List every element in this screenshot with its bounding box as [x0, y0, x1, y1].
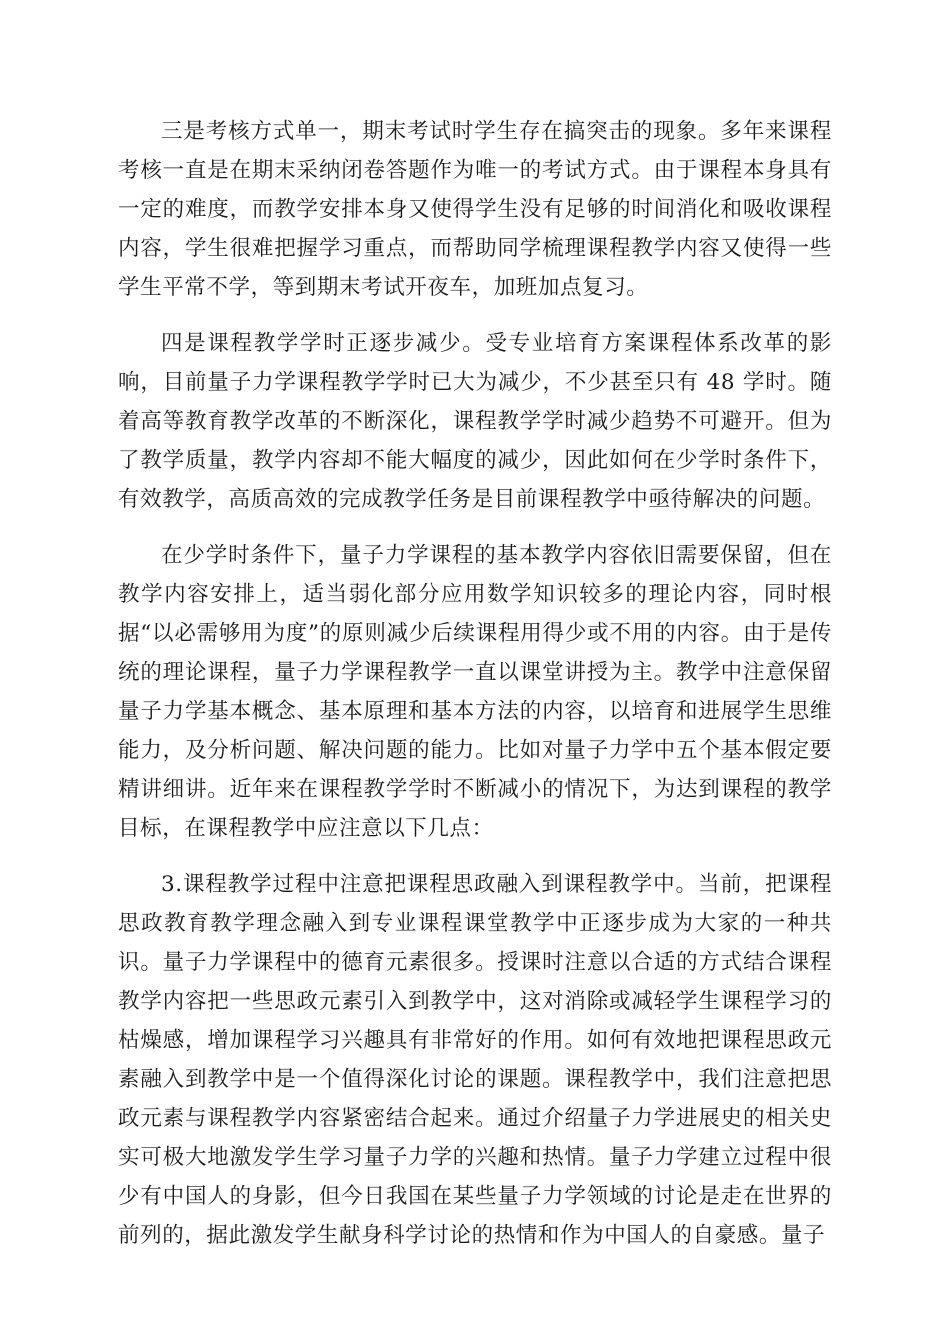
paragraph-content-arrangement: 在少学时条件下，量子力学课程的基本教学内容依旧需要保留，但在教学内容安排上，适当弱化部分应用数学知识较多的理论内容，同时根据“以必需够用为度”的原则减少后续课程用得少或不用的内容。由于是传统的理论课程，量子力学课程教学一直以课堂讲授为主。教学中注意保留量子力学基本概念、基本原理和基本方法的内容，以培育和进展学生思维能力，及分析问题、解决问题的能力。比如对量子力学中五个基本假定要精讲细讲。近年来在课程教学学时不断减小的情况下，为达到课程的教学目标，在课程教学中应注意以下几点：	[118, 543, 832, 841]
paragraph-ideology: 3.课程教学过程中注意把课程思政融入到课程教学中。当前，把课程思政教育教学理念融入到专业课程课堂教学中正逐步成为大家的一种共识。量子力学课程中的德育元素很多。授课时注意以合适的方式结合课程教学内容把一些思政元素引入到教学中，这对消除或减轻学生课程学习的枯燥感，增加课程学习兴趣具有非常好的作用。如何有效地把课程思政元素融入到教学中是一个值得深化讨论的课题。课程教学中，我们注意把思政元素与课程教学内容紧密结合起来。通过介绍量子力学进展史的相关史实可极大地激发学生学习量子力学的兴趣和热情。量子力学建立过程中很少有中国人的身影，但今日我国在某些量子力学领域的讨论是走在世界的前列的，据此激发学生献身科学讨论的热情和作为中国人的自豪感。量子	[118, 872, 832, 1248]
document-body	[118, 112, 832, 1272]
paragraph-hours: 四是课程教学学时正逐步减少。受专业培育方案课程体系改革的影响，目前量子力学课程教学学时已大为减少，不少甚至只有 48 学时。随着高等教育教学改革的不断深化，课程教学学时减少趋势不可避开。但为了教学质量，教学内容却不能大幅度的减少，因此如何在少学时条件下，有效教学，高质高效的完成教学任务是目前课程教学中亟待解决的问题。	[118, 331, 832, 512]
paragraph-assessment: 三是考核方式单一，期末考试时学生存在搞突击的现象。多年来课程考核一直是在期末采纳闭卷答题作为唯一的考试方式。由于课程本身具有一定的难度，而教学安排本身又使得学生没有足够的时间消化和吸收课程内容，学生很难把握学习重点，而帮助同学梳理课程教学内容又使得一些学生平常不学，等到期末考试开夜车，加班加点复习。	[118, 119, 832, 300]
